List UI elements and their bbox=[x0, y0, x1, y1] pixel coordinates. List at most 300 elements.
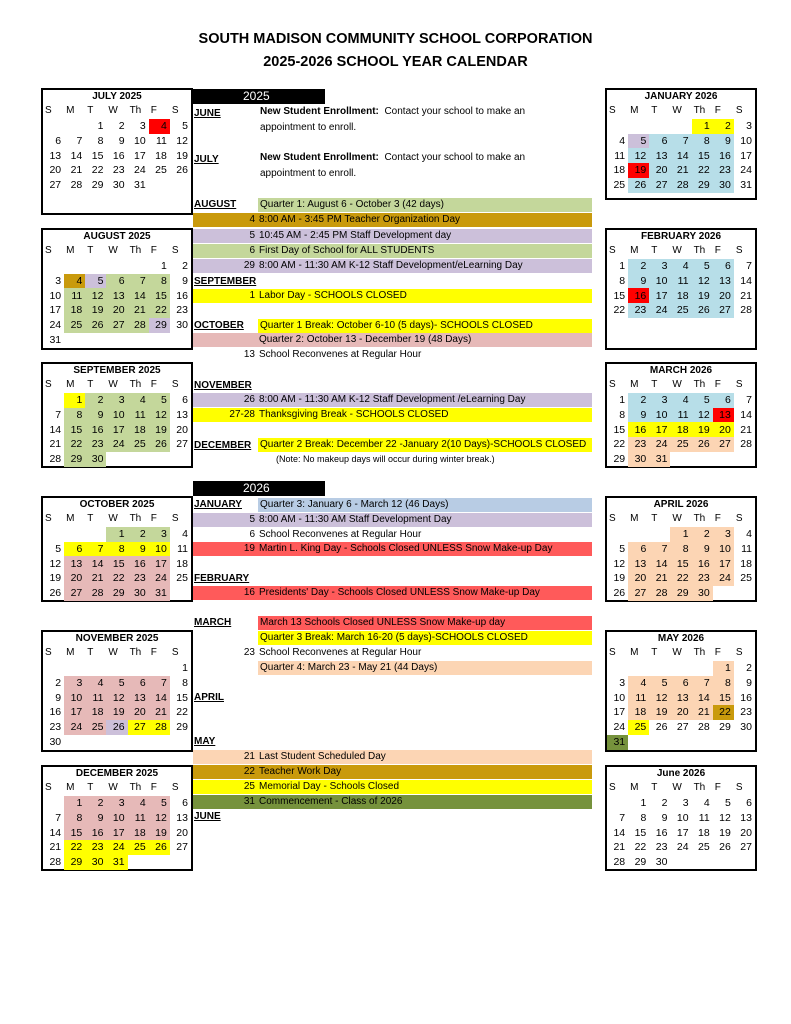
weekday-header: Th bbox=[129, 782, 142, 794]
day-cell: 22 bbox=[64, 840, 85, 855]
day-cell: 4 bbox=[670, 259, 691, 274]
day-cell: 13 bbox=[49, 149, 62, 162]
day-cell: 25 bbox=[670, 303, 691, 318]
day-cell bbox=[43, 661, 64, 676]
day-cell bbox=[670, 119, 691, 134]
weekday-header: T bbox=[87, 105, 94, 117]
weekday-header: M bbox=[630, 782, 639, 794]
day-cell: 20 bbox=[106, 303, 127, 318]
day-cell: 10 bbox=[106, 811, 127, 826]
enrollment-text: Contact your school to make an bbox=[378, 106, 526, 117]
month-calendar bbox=[41, 228, 193, 350]
day-cell bbox=[734, 586, 755, 601]
day-cell: 12 bbox=[85, 288, 106, 303]
day-cell: 30 bbox=[628, 452, 649, 467]
day-cell: 14 bbox=[613, 826, 626, 839]
day-cell: 21 bbox=[128, 303, 149, 318]
weekday-header: Th bbox=[693, 245, 706, 257]
day-cell: 22 bbox=[634, 841, 647, 854]
day-cell: 12 bbox=[719, 811, 731, 824]
day-cell: 14 bbox=[49, 826, 62, 839]
day-cell bbox=[64, 661, 85, 676]
day-cell: 5 bbox=[619, 542, 626, 555]
week-row bbox=[43, 134, 191, 149]
day-cell: 1 bbox=[182, 661, 188, 674]
day-cell: 9 bbox=[746, 676, 752, 689]
day-cell bbox=[649, 735, 670, 750]
event-text: Quarter 1 Break: October 6-10 (5 days)- SCHOOLS CLOSED bbox=[260, 320, 533, 331]
weekday-header-row bbox=[607, 104, 755, 119]
day-cell: 30 bbox=[112, 179, 125, 192]
event-note: (Note: No makeup days will occur during winter break.) bbox=[276, 454, 495, 464]
event-row bbox=[193, 795, 592, 809]
weekday-header: T bbox=[87, 513, 94, 525]
week-row bbox=[607, 134, 755, 149]
day-cell bbox=[128, 735, 149, 750]
day-cell: 17 bbox=[106, 422, 127, 437]
day-cell: 3 bbox=[106, 393, 127, 408]
weekday-header: F bbox=[150, 379, 157, 391]
day-cell: 8 bbox=[64, 408, 85, 423]
enrollment-note-june bbox=[260, 104, 525, 136]
day-cell: 30 bbox=[176, 319, 188, 332]
day-cell: 23 bbox=[85, 840, 106, 855]
day-cell: 2 bbox=[182, 259, 188, 272]
weekday-header: Th bbox=[129, 647, 142, 659]
day-cell: 25 bbox=[740, 572, 752, 585]
day-cell: 9 bbox=[692, 542, 713, 557]
weekday-header-row bbox=[607, 646, 755, 661]
day-cell: 13 bbox=[713, 274, 734, 289]
day-cell: 15 bbox=[634, 826, 647, 839]
day-cell: 13 bbox=[106, 288, 127, 303]
event-row bbox=[193, 393, 592, 407]
day-cell: 11 bbox=[177, 542, 188, 555]
month-name: JULY 2025 bbox=[92, 91, 142, 102]
enrollment-text: Contact your school to make an bbox=[378, 152, 526, 163]
day-cell: 1 bbox=[64, 393, 85, 408]
day-cell: 20 bbox=[49, 164, 62, 177]
day-cell: 23 bbox=[628, 303, 649, 318]
day-cell bbox=[607, 796, 628, 811]
day-cell: 7 bbox=[670, 134, 691, 149]
enrollment-text-line2: appointment to enroll. bbox=[260, 168, 357, 179]
weekday-header-row bbox=[43, 781, 191, 796]
day-cell: 16 bbox=[85, 825, 106, 840]
day-cell: 17 bbox=[649, 288, 670, 303]
weekday-header: S bbox=[735, 105, 743, 117]
weekday-header: W bbox=[672, 647, 682, 659]
day-cell: 4 bbox=[128, 393, 149, 408]
day-cell: 30 bbox=[85, 452, 106, 467]
event-text: Labor Day - SCHOOLS CLOSED bbox=[259, 290, 407, 301]
day-cell: 19 bbox=[149, 825, 170, 840]
weekday-header: S bbox=[171, 782, 179, 794]
day-cell: 28 bbox=[70, 179, 83, 192]
day-cell: 12 bbox=[628, 148, 649, 163]
day-cell: 15 bbox=[64, 825, 85, 840]
weekday-header: T bbox=[87, 782, 94, 794]
event-text: Thanksgiving Break - SCHOOLS CLOSED bbox=[259, 409, 449, 420]
weekday-header: Th bbox=[693, 513, 706, 525]
weekday-header: F bbox=[714, 379, 721, 391]
day-cell: 29 bbox=[613, 453, 626, 466]
day-cell: 19 bbox=[613, 572, 626, 585]
weekday-header: F bbox=[150, 647, 157, 659]
day-cell: 18 bbox=[613, 164, 626, 177]
day-cell: 29 bbox=[692, 178, 713, 193]
event-date: 29 bbox=[243, 260, 255, 271]
day-cell: 6 bbox=[64, 542, 85, 557]
day-cell: 15 bbox=[670, 556, 691, 571]
day-cell bbox=[628, 119, 649, 134]
event-row bbox=[193, 513, 592, 527]
day-cell: 20 bbox=[740, 826, 752, 839]
event-row bbox=[258, 198, 592, 212]
day-cell: 19 bbox=[649, 705, 670, 720]
day-cell bbox=[628, 527, 649, 542]
day-cell: 20 bbox=[176, 826, 188, 839]
day-cell: 9 bbox=[85, 811, 106, 826]
week-row bbox=[43, 855, 191, 870]
day-cell: 4 bbox=[619, 134, 626, 147]
day-cell: 17 bbox=[713, 556, 734, 571]
day-cell: 19 bbox=[149, 422, 170, 437]
day-cell: 26 bbox=[692, 437, 713, 452]
day-cell: 16 bbox=[628, 288, 649, 303]
day-cell bbox=[106, 735, 127, 750]
month-name: MAY 2026 bbox=[657, 633, 705, 644]
day-cell: 8 bbox=[619, 274, 626, 287]
day-cell: 7 bbox=[619, 811, 626, 824]
day-cell: 19 bbox=[692, 422, 713, 437]
week-row bbox=[43, 333, 191, 348]
event-text: March 13 Schools Closed UNLESS Snow Make-up day bbox=[260, 617, 506, 628]
weekday-header: W bbox=[672, 513, 682, 525]
day-cell bbox=[649, 661, 670, 676]
day-cell: 25 bbox=[670, 437, 691, 452]
week-row bbox=[43, 303, 191, 318]
month-name: MARCH 2026 bbox=[649, 365, 713, 376]
month-heading-july: JULY bbox=[194, 154, 219, 165]
day-cell: 27 bbox=[740, 841, 752, 854]
event-text: Quarter 3 Break: March 16-20 (5 days)-SCHOOLS CLOSED bbox=[260, 632, 528, 643]
event-date: 22 bbox=[243, 766, 255, 777]
day-cell: 16 bbox=[692, 556, 713, 571]
week-row bbox=[43, 318, 191, 333]
day-cell: 25 bbox=[628, 720, 649, 735]
weekday-header: T bbox=[651, 105, 658, 117]
day-cell: 11 bbox=[64, 288, 85, 303]
day-cell: 24 bbox=[613, 721, 626, 734]
day-cell: 29 bbox=[634, 856, 647, 869]
weekday-header-row bbox=[607, 781, 755, 796]
day-cell: 3 bbox=[106, 796, 127, 811]
day-cell: 28 bbox=[740, 438, 752, 451]
day-cell: 22 bbox=[692, 163, 713, 178]
day-cell bbox=[128, 259, 149, 274]
day-cell: 18 bbox=[128, 825, 149, 840]
day-cell: 24 bbox=[649, 303, 670, 318]
week-row bbox=[43, 274, 191, 289]
day-cell: 18 bbox=[128, 422, 149, 437]
day-cell: 25 bbox=[613, 179, 626, 192]
event-text: 10:45 AM - 2:45 PM Staff Development day bbox=[259, 230, 452, 241]
month-name: AUGUST 2025 bbox=[83, 231, 151, 242]
event-row bbox=[193, 244, 592, 258]
day-cell: 2 bbox=[55, 676, 62, 689]
weekday-header: S bbox=[609, 513, 616, 525]
day-cell: 25 bbox=[698, 841, 710, 854]
day-cell: 24 bbox=[713, 571, 734, 586]
day-cell: 4 bbox=[746, 527, 752, 540]
event-row bbox=[193, 229, 592, 243]
day-cell: 13 bbox=[176, 408, 188, 421]
day-cell: 14 bbox=[649, 556, 670, 571]
day-cell bbox=[106, 333, 127, 348]
day-cell: 23 bbox=[740, 706, 752, 719]
day-cell bbox=[692, 735, 713, 750]
day-cell: 26 bbox=[692, 303, 713, 318]
day-cell: 9 bbox=[128, 542, 149, 557]
month-heading-may: MAY bbox=[194, 736, 216, 747]
enrollment-text-line2: appointment to enroll. bbox=[260, 122, 357, 133]
day-cell bbox=[670, 661, 691, 676]
weekday-header: S bbox=[609, 245, 616, 257]
day-cell: 25 bbox=[176, 572, 188, 585]
month-heading-october: OCTOBER bbox=[194, 320, 244, 331]
week-row bbox=[43, 422, 191, 437]
day-cell: 25 bbox=[155, 164, 167, 177]
day-cell: 5 bbox=[182, 119, 188, 132]
day-cell: 11 bbox=[128, 408, 149, 423]
week-row bbox=[43, 571, 191, 586]
month-calendar bbox=[605, 496, 757, 602]
day-cell: 1 bbox=[670, 527, 691, 542]
day-cell bbox=[170, 178, 191, 193]
day-cell: 1 bbox=[161, 259, 167, 272]
week-row bbox=[43, 148, 191, 163]
day-cell bbox=[713, 735, 734, 750]
day-cell bbox=[43, 796, 64, 811]
weekday-header: S bbox=[609, 647, 616, 659]
day-cell: 5 bbox=[692, 393, 713, 408]
day-cell: 4 bbox=[628, 676, 649, 691]
week-row bbox=[607, 527, 755, 542]
day-cell bbox=[149, 735, 170, 750]
week-row bbox=[607, 840, 755, 855]
week-row bbox=[607, 259, 755, 274]
event-text: School Reconvenes at Regular Hour bbox=[259, 349, 422, 360]
event-row bbox=[193, 765, 592, 779]
day-cell bbox=[85, 333, 106, 348]
day-cell: 20 bbox=[64, 571, 85, 586]
event-text: Quarter 4: March 23 - May 21 (44 Days) bbox=[260, 662, 438, 673]
day-cell: 30 bbox=[49, 735, 62, 748]
day-cell: 6 bbox=[106, 274, 127, 289]
day-cell: 11 bbox=[670, 274, 691, 289]
day-cell: 11 bbox=[614, 149, 626, 162]
day-cell: 7 bbox=[746, 259, 752, 272]
month-calendar bbox=[605, 228, 757, 350]
weekday-header: F bbox=[150, 245, 157, 257]
day-cell: 24 bbox=[49, 319, 62, 332]
weekday-header: T bbox=[87, 245, 94, 257]
day-cell: 26 bbox=[719, 841, 731, 854]
day-cell: 18 bbox=[176, 557, 188, 570]
day-cell: 21 bbox=[85, 571, 106, 586]
day-cell: 21 bbox=[49, 841, 62, 854]
event-text: 8:00 AM - 11:30 AM K-12 Staff Development/eLearning Day bbox=[259, 260, 523, 271]
weekday-header: S bbox=[609, 379, 616, 391]
day-cell: 22 bbox=[176, 706, 188, 719]
day-cell bbox=[170, 333, 191, 348]
day-cell: 24 bbox=[106, 437, 127, 452]
week-row bbox=[43, 586, 191, 601]
day-cell: 7 bbox=[128, 274, 149, 289]
event-row bbox=[193, 542, 592, 556]
day-cell bbox=[670, 735, 691, 750]
month-calendar bbox=[41, 630, 193, 752]
day-cell: 21 bbox=[670, 163, 691, 178]
day-cell bbox=[607, 119, 628, 134]
year-bar-2025: 2025 bbox=[193, 89, 325, 104]
day-cell: 16 bbox=[112, 149, 125, 162]
day-cell: 19 bbox=[719, 826, 731, 839]
weekday-header: W bbox=[108, 379, 118, 391]
day-cell: 29 bbox=[91, 179, 104, 192]
day-cell: 2 bbox=[85, 796, 106, 811]
month-calendar bbox=[605, 765, 757, 871]
event-row bbox=[193, 750, 592, 764]
day-cell: 2 bbox=[85, 393, 106, 408]
day-cell: 10 bbox=[49, 289, 62, 302]
day-cell: 5 bbox=[55, 542, 62, 555]
day-cell: 13 bbox=[176, 811, 188, 824]
weekday-header: F bbox=[150, 513, 157, 525]
day-cell: 18 bbox=[85, 705, 106, 720]
week-row bbox=[43, 437, 191, 452]
weekday-header: Th bbox=[129, 513, 142, 525]
week-row bbox=[607, 163, 755, 178]
day-cell bbox=[170, 855, 191, 870]
weekday-header: F bbox=[714, 245, 721, 257]
week-row bbox=[607, 148, 755, 163]
day-cell: 6 bbox=[128, 676, 149, 691]
month-name: OCTOBER 2025 bbox=[79, 499, 155, 510]
day-cell: 3 bbox=[746, 119, 752, 132]
day-cell: 9 bbox=[118, 134, 125, 147]
week-row bbox=[607, 690, 755, 705]
event-date: 27-28 bbox=[229, 409, 255, 420]
day-cell: 2 bbox=[628, 259, 649, 274]
day-cell: 15 bbox=[176, 691, 188, 704]
event-date: 31 bbox=[243, 796, 255, 807]
weekday-header: S bbox=[171, 379, 179, 391]
year-bar-2026: 2026 bbox=[193, 481, 325, 496]
week-row bbox=[607, 288, 755, 303]
day-cell: 14 bbox=[740, 408, 752, 421]
day-cell: 6 bbox=[670, 676, 691, 691]
day-cell: 25 bbox=[85, 720, 106, 735]
day-cell: 15 bbox=[613, 289, 626, 302]
day-cell: 28 bbox=[613, 856, 626, 869]
weekday-header: S bbox=[735, 647, 743, 659]
event-date: 6 bbox=[249, 245, 255, 256]
day-cell: 11 bbox=[670, 408, 691, 423]
weekday-header: S bbox=[735, 782, 743, 794]
event-row bbox=[258, 616, 592, 630]
day-cell: 12 bbox=[692, 408, 713, 423]
week-row bbox=[43, 119, 191, 134]
day-cell: 24 bbox=[740, 164, 752, 177]
day-cell: 21 bbox=[70, 164, 83, 177]
day-cell: 27 bbox=[64, 586, 85, 601]
weekday-header: F bbox=[150, 105, 157, 117]
day-cell: 22 bbox=[91, 164, 104, 177]
day-cell bbox=[43, 527, 64, 542]
event-row bbox=[193, 780, 592, 794]
day-cell: 15 bbox=[613, 423, 626, 436]
day-cell: 29 bbox=[64, 452, 85, 467]
day-cell bbox=[43, 119, 64, 134]
day-cell: 17 bbox=[134, 149, 146, 162]
day-cell: 18 bbox=[670, 288, 691, 303]
day-cell: 9 bbox=[713, 134, 734, 149]
day-cell: 27 bbox=[176, 438, 188, 451]
day-cell bbox=[734, 855, 755, 870]
day-cell: 15 bbox=[149, 288, 170, 303]
day-cell: 14 bbox=[692, 690, 713, 705]
day-cell bbox=[128, 855, 149, 870]
month-heading-april: APRIL bbox=[194, 692, 224, 703]
day-cell: 28 bbox=[740, 304, 752, 317]
event-date: 5 bbox=[249, 514, 255, 525]
day-cell bbox=[670, 855, 691, 870]
day-cell: 30 bbox=[85, 855, 106, 870]
day-cell: 23 bbox=[628, 437, 649, 452]
weekday-header: F bbox=[714, 647, 721, 659]
day-cell: 28 bbox=[128, 318, 149, 333]
day-cell: 26 bbox=[176, 164, 188, 177]
week-row bbox=[43, 393, 191, 408]
day-cell: 20 bbox=[670, 705, 691, 720]
month-heading-january: JANUARY bbox=[194, 499, 242, 510]
event-text: School Reconvenes at Regular Hour bbox=[259, 529, 422, 540]
day-cell: 29 bbox=[106, 586, 127, 601]
day-cell: 18 bbox=[628, 705, 649, 720]
event-date: 5 bbox=[249, 230, 255, 241]
month-calendar bbox=[605, 88, 757, 200]
day-cell bbox=[43, 259, 64, 274]
event-text: Memorial Day - Schools Closed bbox=[259, 781, 400, 792]
day-cell: 19 bbox=[49, 572, 62, 585]
week-row bbox=[43, 452, 191, 467]
day-cell: 1 bbox=[640, 796, 647, 809]
day-cell: 20 bbox=[713, 422, 734, 437]
day-cell: 20 bbox=[713, 288, 734, 303]
month-name: JANUARY 2026 bbox=[644, 91, 718, 102]
day-cell bbox=[64, 735, 85, 750]
day-cell: 11 bbox=[628, 690, 649, 705]
day-cell bbox=[170, 735, 191, 750]
weekday-header: W bbox=[108, 245, 118, 257]
weekday-header: S bbox=[735, 379, 743, 391]
week-row bbox=[607, 720, 755, 735]
week-row bbox=[607, 393, 755, 408]
day-cell: 21 bbox=[649, 571, 670, 586]
weekday-header: M bbox=[66, 105, 75, 117]
